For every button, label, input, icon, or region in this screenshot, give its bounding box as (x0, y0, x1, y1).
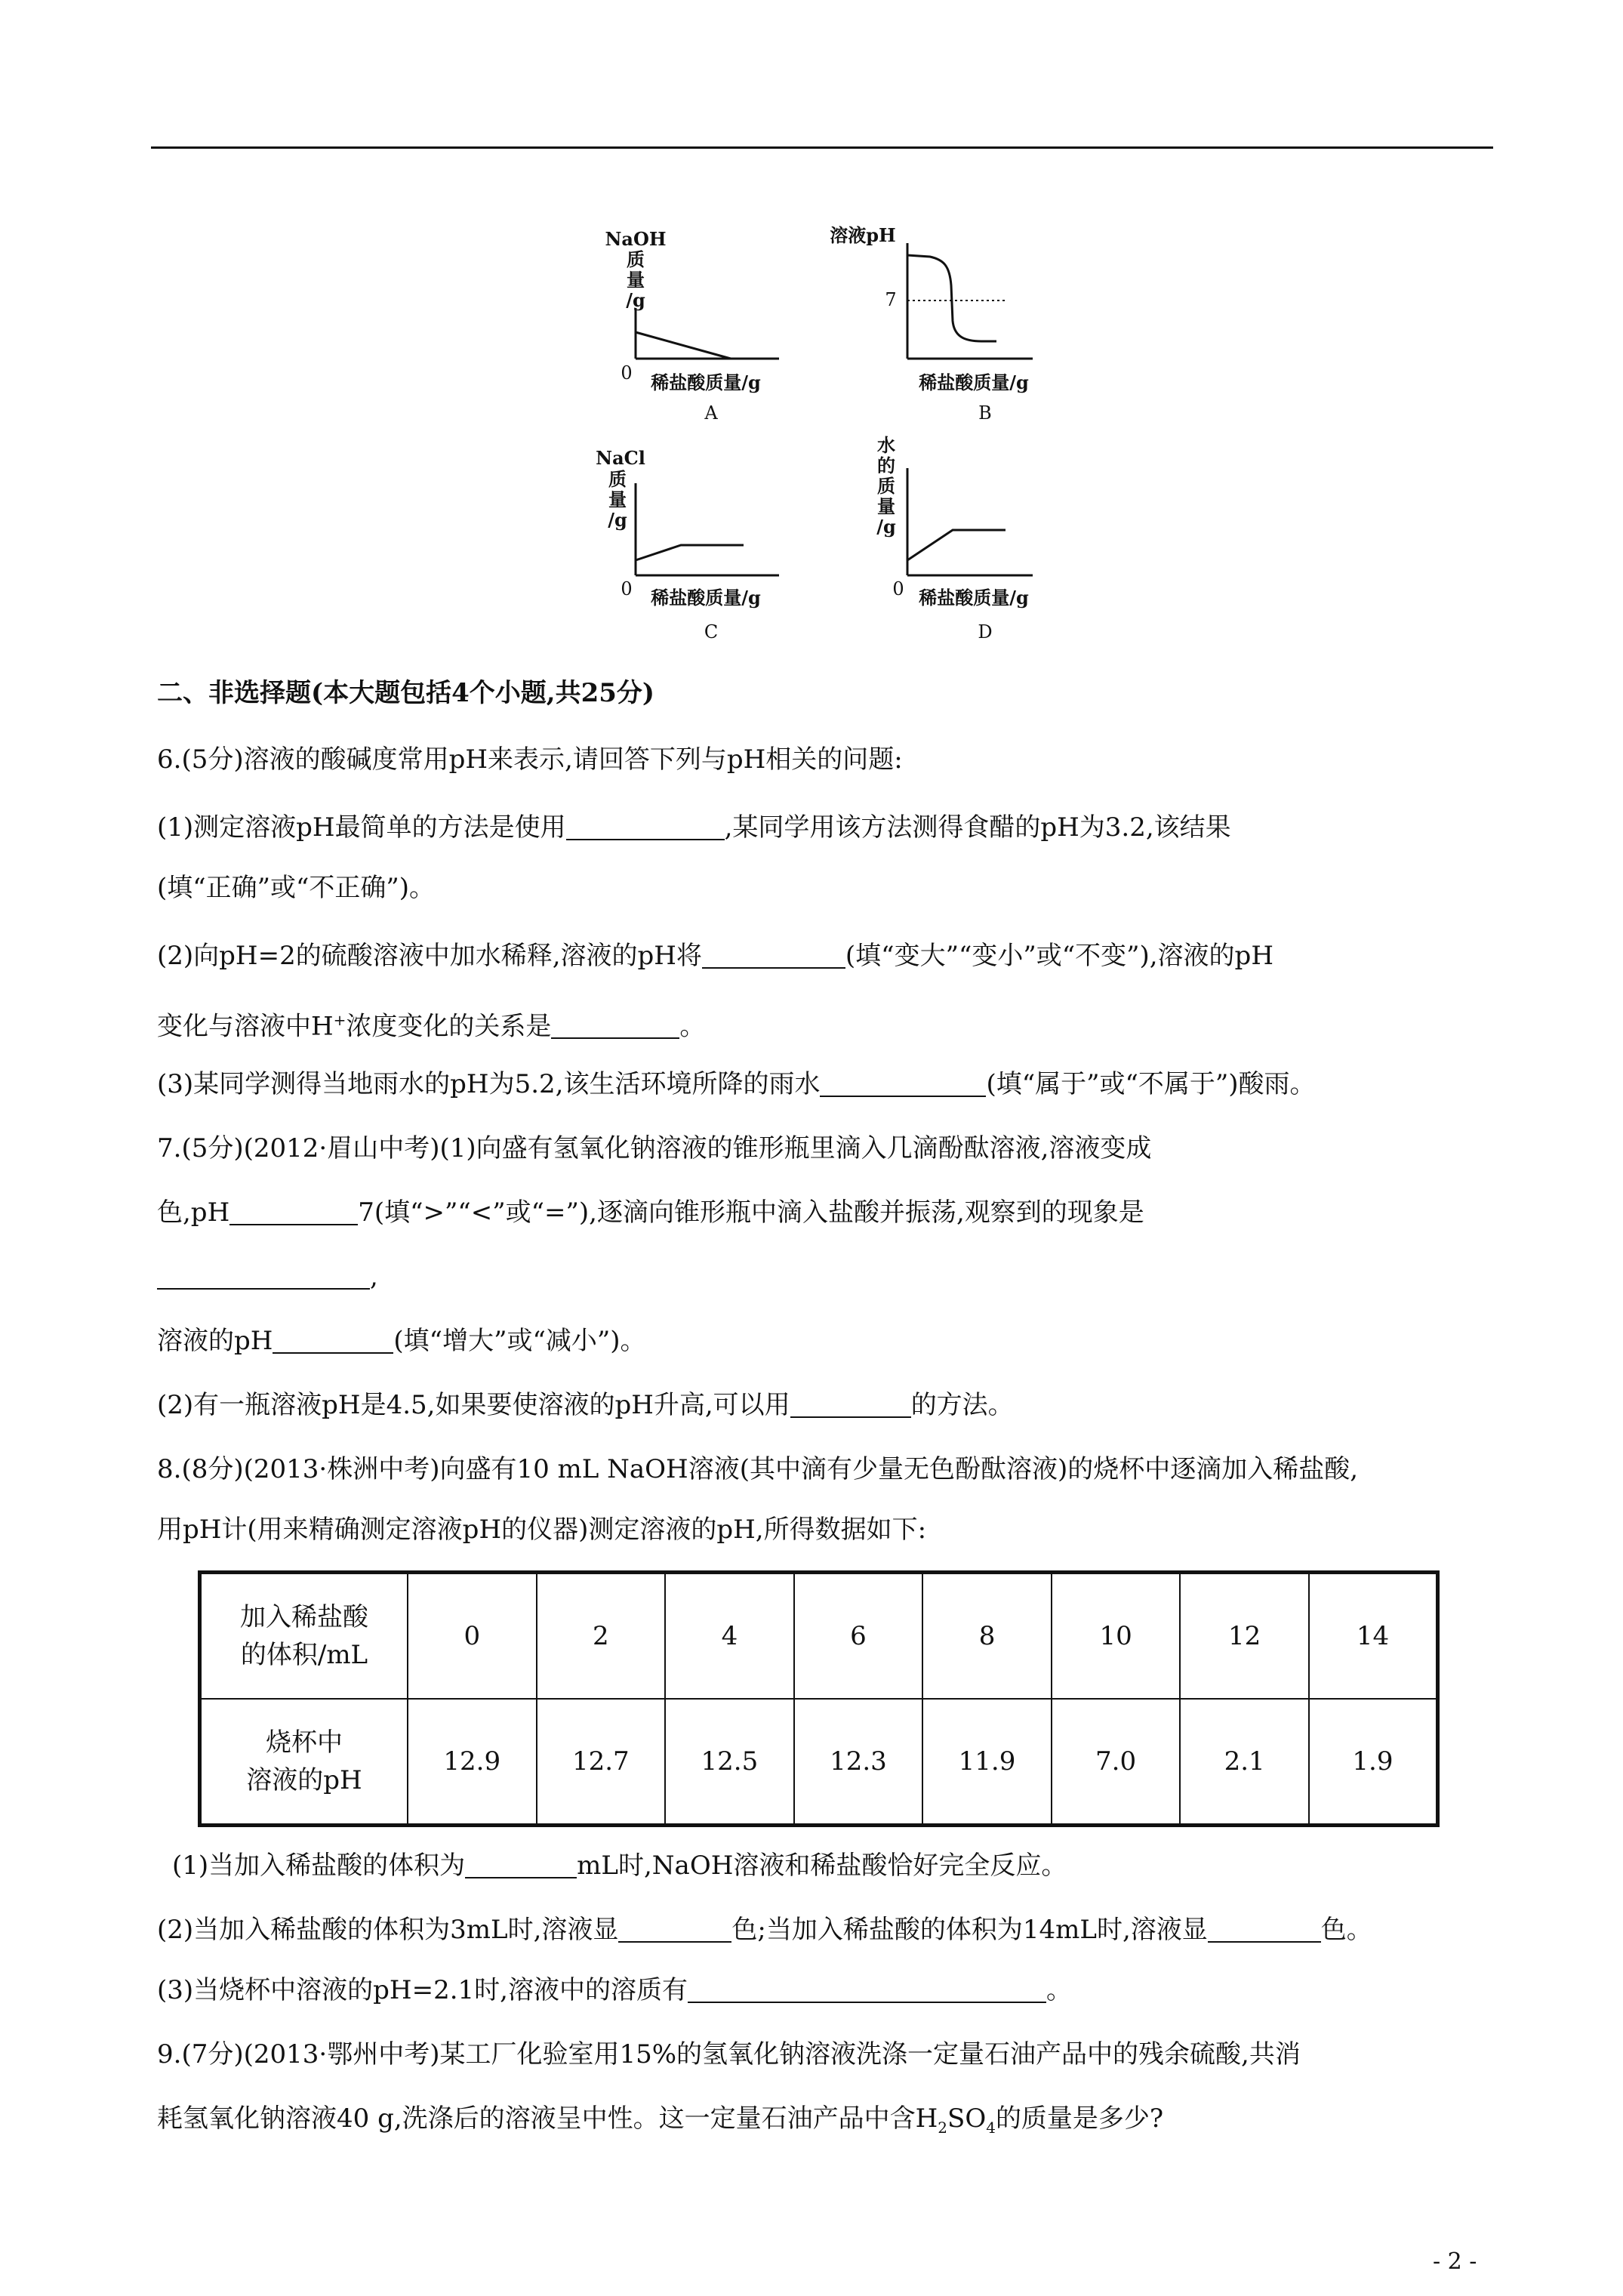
table-cell-ph: 11.9 (922, 1699, 1052, 1826)
q8-part2-text-a: (2)当加入稀盐酸的体积为3mL时,溶液显 (157, 1915, 619, 1945)
graph-c-y-label-3: 量 (608, 488, 627, 510)
q6-part1-line2 (157, 871, 1501, 905)
graph-b (830, 224, 1033, 424)
q6-superscript-plus: + (333, 1011, 346, 1029)
q6-part2-text-b: (填“变大”“变小”或“不变”),溶液的pH (845, 941, 1273, 971)
q8-blank-4[interactable] (688, 1976, 1046, 2003)
table-cell-ph: 2.1 (1180, 1699, 1309, 1826)
graph-a-y-label-3: 量 (627, 269, 645, 291)
graph-a-origin: 0 (621, 362, 633, 384)
graph-b-y-label: 溶液pH (830, 224, 896, 246)
table-cell-ph: 12.9 (408, 1699, 537, 1826)
q8-part2-text-b: 色;当加入稀盐酸的体积为14mL时,溶液显 (731, 1915, 1208, 1945)
table-header-ph-line2: 溶液的pH (246, 1765, 362, 1795)
q6-part3-text-a: (3)某同学测得当地雨水的pH为5.2,该生活环境所降的雨水 (157, 1069, 821, 1099)
table-header-ph-line1: 烧杯中 (266, 1727, 343, 1758)
q8-part1-text-a: (1)当加入稀盐酸的体积为 (172, 1851, 466, 1881)
table-cell-volume: 6 (794, 1573, 923, 1700)
q6-part2-line2 (157, 1003, 1501, 1043)
q7-blank-4[interactable] (273, 1327, 393, 1354)
q8-part1 (172, 1848, 1516, 1883)
q8-part1-text-b: mL时,NaOH溶液和稀盐酸恰好完全反应。 (577, 1851, 1067, 1881)
graph-b-tick-7: 7 (885, 289, 897, 310)
graph-c-x-label: 稀盐酸质量/g (651, 587, 761, 609)
q6-part1-text-a: (1)测定溶液pH最简单的方法是使用 (157, 812, 566, 843)
q6-part2-text-d: 浓度变化的关系是 (346, 1011, 552, 1042)
q7-line4-text-a: 溶液的pH (157, 1326, 273, 1356)
table-cell-ph: 12.5 (665, 1699, 794, 1826)
graph-c-y-label-2: 质 (608, 468, 627, 490)
q8-blank-3[interactable] (1208, 1915, 1321, 1943)
q7-line4 (157, 1324, 1501, 1358)
table-cell-volume: 12 (1180, 1573, 1309, 1700)
q6-blank-5[interactable] (820, 1070, 986, 1097)
graph-a-y-label-1: NaOH (605, 228, 667, 250)
q7-blank-5[interactable] (790, 1391, 911, 1418)
q7-line3-text: , (370, 1262, 378, 1292)
q7-line2-text-b: 7(填“>”“<”或“=”),逐滴向锥形瓶中滴入盐酸并振荡,观察到的现象是 (358, 1197, 1144, 1228)
q6-blank-1[interactable] (566, 813, 725, 840)
graph-a (605, 228, 779, 424)
graph-c-y-label-1: NaCl (596, 447, 645, 469)
table-cell-volume: 2 (537, 1573, 666, 1700)
graph-a-x-label: 稀盐酸质量/g (651, 371, 761, 393)
graph-b-x-label: 稀盐酸质量/g (919, 371, 1029, 393)
table-cell-volume: 4 (665, 1573, 794, 1700)
q8-part3-text-a: (3)当烧杯中溶液的pH=2.1时,溶液中的溶质有 (157, 1975, 688, 2005)
graph-c-letter: C (704, 621, 719, 643)
table-header-volume-line2: 的体积/mL (240, 1640, 368, 1670)
table-cell-volume: 8 (922, 1573, 1052, 1700)
table-cell-ph: 12.3 (794, 1699, 923, 1826)
graph-d-x-label: 稀盐酸质量/g (919, 587, 1029, 609)
q9-line2-text-c: 的质量是多少? (995, 2103, 1164, 2134)
table-cell-volume: 10 (1052, 1573, 1181, 1700)
q7-part2-text-a: (2)有一瓶溶液pH是4.5,如果要使溶液的pH升高,可以用 (157, 1390, 790, 1420)
q9-subscript-4: 4 (986, 2118, 996, 2137)
q8-part2 (157, 1912, 1501, 1947)
graph-c-y-label-4: /g (608, 509, 627, 531)
q7-line2 (157, 1195, 1501, 1230)
q8-blank-2[interactable] (618, 1915, 731, 1943)
q8-stem-line1: 8.(8分)(2013·株洲中考)向盛有10 mL NaOH溶液(其中滴有少量无色酚酞溶液)的烧杯中逐滴加入稀盐酸, (157, 1454, 1359, 1484)
table-header-volume-line1: 加入稀盐酸 (240, 1602, 368, 1632)
graph-d-curve (907, 530, 1006, 560)
graph-d-y-label-5: /g (876, 516, 896, 538)
table-row-ph (200, 1699, 1438, 1826)
q9-line2-text-a: 耗氢氧化钠溶液40 g,洗涤后的溶液呈中性。这一定量石油产品中含H (157, 2103, 938, 2134)
table-cell-ph: 7.0 (1052, 1699, 1181, 1826)
graph-b-curve (907, 255, 996, 341)
graph-d-y-label-2: 的 (877, 455, 895, 476)
q8-blank-1[interactable] (465, 1851, 577, 1878)
graph-c-origin: 0 (621, 578, 633, 599)
q7-part2 (157, 1388, 1501, 1422)
q9-line2-text-b: SO (947, 2103, 987, 2134)
graph-figure (0, 0, 1623, 664)
q6-part1-line1 (157, 810, 1501, 845)
q6-part3-text-b: (填“属于”或“不属于”)酸雨。 (986, 1069, 1316, 1099)
q6-blank-3[interactable] (702, 942, 845, 969)
q6-part2-text-e: 。 (679, 1011, 706, 1042)
graph-a-curve (636, 332, 731, 359)
table-header-ph (200, 1699, 408, 1826)
graph-c (596, 447, 779, 643)
q6-part2-text-c: 变化与溶液中H (157, 1011, 334, 1042)
q7-line2-text-a: 色,pH (157, 1197, 230, 1228)
graph-d-y-label-4: 量 (877, 495, 895, 517)
q7-stem: 7.(5分)(2012·眉山中考)(1)向盛有氢氧化钠溶液的锥形瓶里滴入几滴酚酞溶液,溶液变成 (157, 1133, 1152, 1163)
q6-part1-text-b: ,某同学用该方法测得食醋的pH为3.2,该结果 (724, 812, 1231, 843)
q9-subscript-2: 2 (938, 2118, 948, 2137)
graph-a-y-label-2: 质 (627, 248, 645, 270)
table-cell-volume: 14 (1309, 1573, 1438, 1700)
q6-part2-text-a: (2)向pH=2的硫酸溶液中加水稀释,溶液的pH将 (157, 941, 702, 971)
q6-blank-4[interactable] (551, 1012, 679, 1039)
q9-line2 (157, 2101, 1501, 2145)
section-heading: 二、非选择题(本大题包括4个小题,共25分) (157, 678, 654, 708)
table-cell-ph: 1.9 (1309, 1699, 1438, 1826)
table-header-volume (200, 1573, 408, 1700)
graph-c-curve (636, 545, 744, 560)
q7-part2-text-b: 的方法。 (910, 1390, 1014, 1420)
graph-d-letter: D (978, 621, 993, 643)
q6-stem: 6.(5分)溶液的酸碱度常用pH来表示,请回答下列与pH相关的问题: (157, 744, 903, 775)
q6-part3 (157, 1067, 1501, 1102)
q8-stem-line2: 用pH计(用来精确测定溶液pH的仪器)测定溶液的pH,所得数据如下: (157, 1515, 927, 1545)
q8-part2-text-c: 色。 (1320, 1915, 1372, 1945)
table-cell-volume: 0 (408, 1573, 537, 1700)
q8-part3 (157, 1973, 1501, 2008)
q8-part3-text-b: 。 (1046, 1975, 1072, 2005)
graph-d-y-label-1: 水 (877, 434, 895, 456)
q7-blank-2[interactable] (229, 1198, 358, 1225)
q6-part1-text-c: (填“正确”或“不正确”)。 (157, 873, 436, 903)
q9-line1: 9.(7分)(2013·鄂州中考)某工厂化验室用15%的氢氧化钠溶液洗涤一定量石油产品中的残余硫酸,共消 (157, 2039, 1301, 2069)
table-row-volume (200, 1573, 1438, 1700)
q7-blank-3[interactable] (157, 1262, 370, 1290)
graph-a-y-label-4: /g (626, 289, 645, 311)
q6-part2-line1 (157, 938, 1501, 973)
graph-d-y-label-3: 质 (877, 475, 895, 497)
table-cell-ph: 12.7 (537, 1699, 666, 1826)
q8-data-table (198, 1570, 1440, 1827)
page-number: - 2 - (1433, 2248, 1477, 2275)
graph-d-origin: 0 (892, 578, 904, 599)
graph-b-letter: B (978, 402, 992, 424)
q7-line4-text-b: (填“增大”或“减小”)。 (393, 1326, 646, 1356)
graph-d (876, 434, 1033, 643)
q7-line3 (157, 1259, 1501, 1294)
graph-a-letter: A (704, 402, 718, 424)
